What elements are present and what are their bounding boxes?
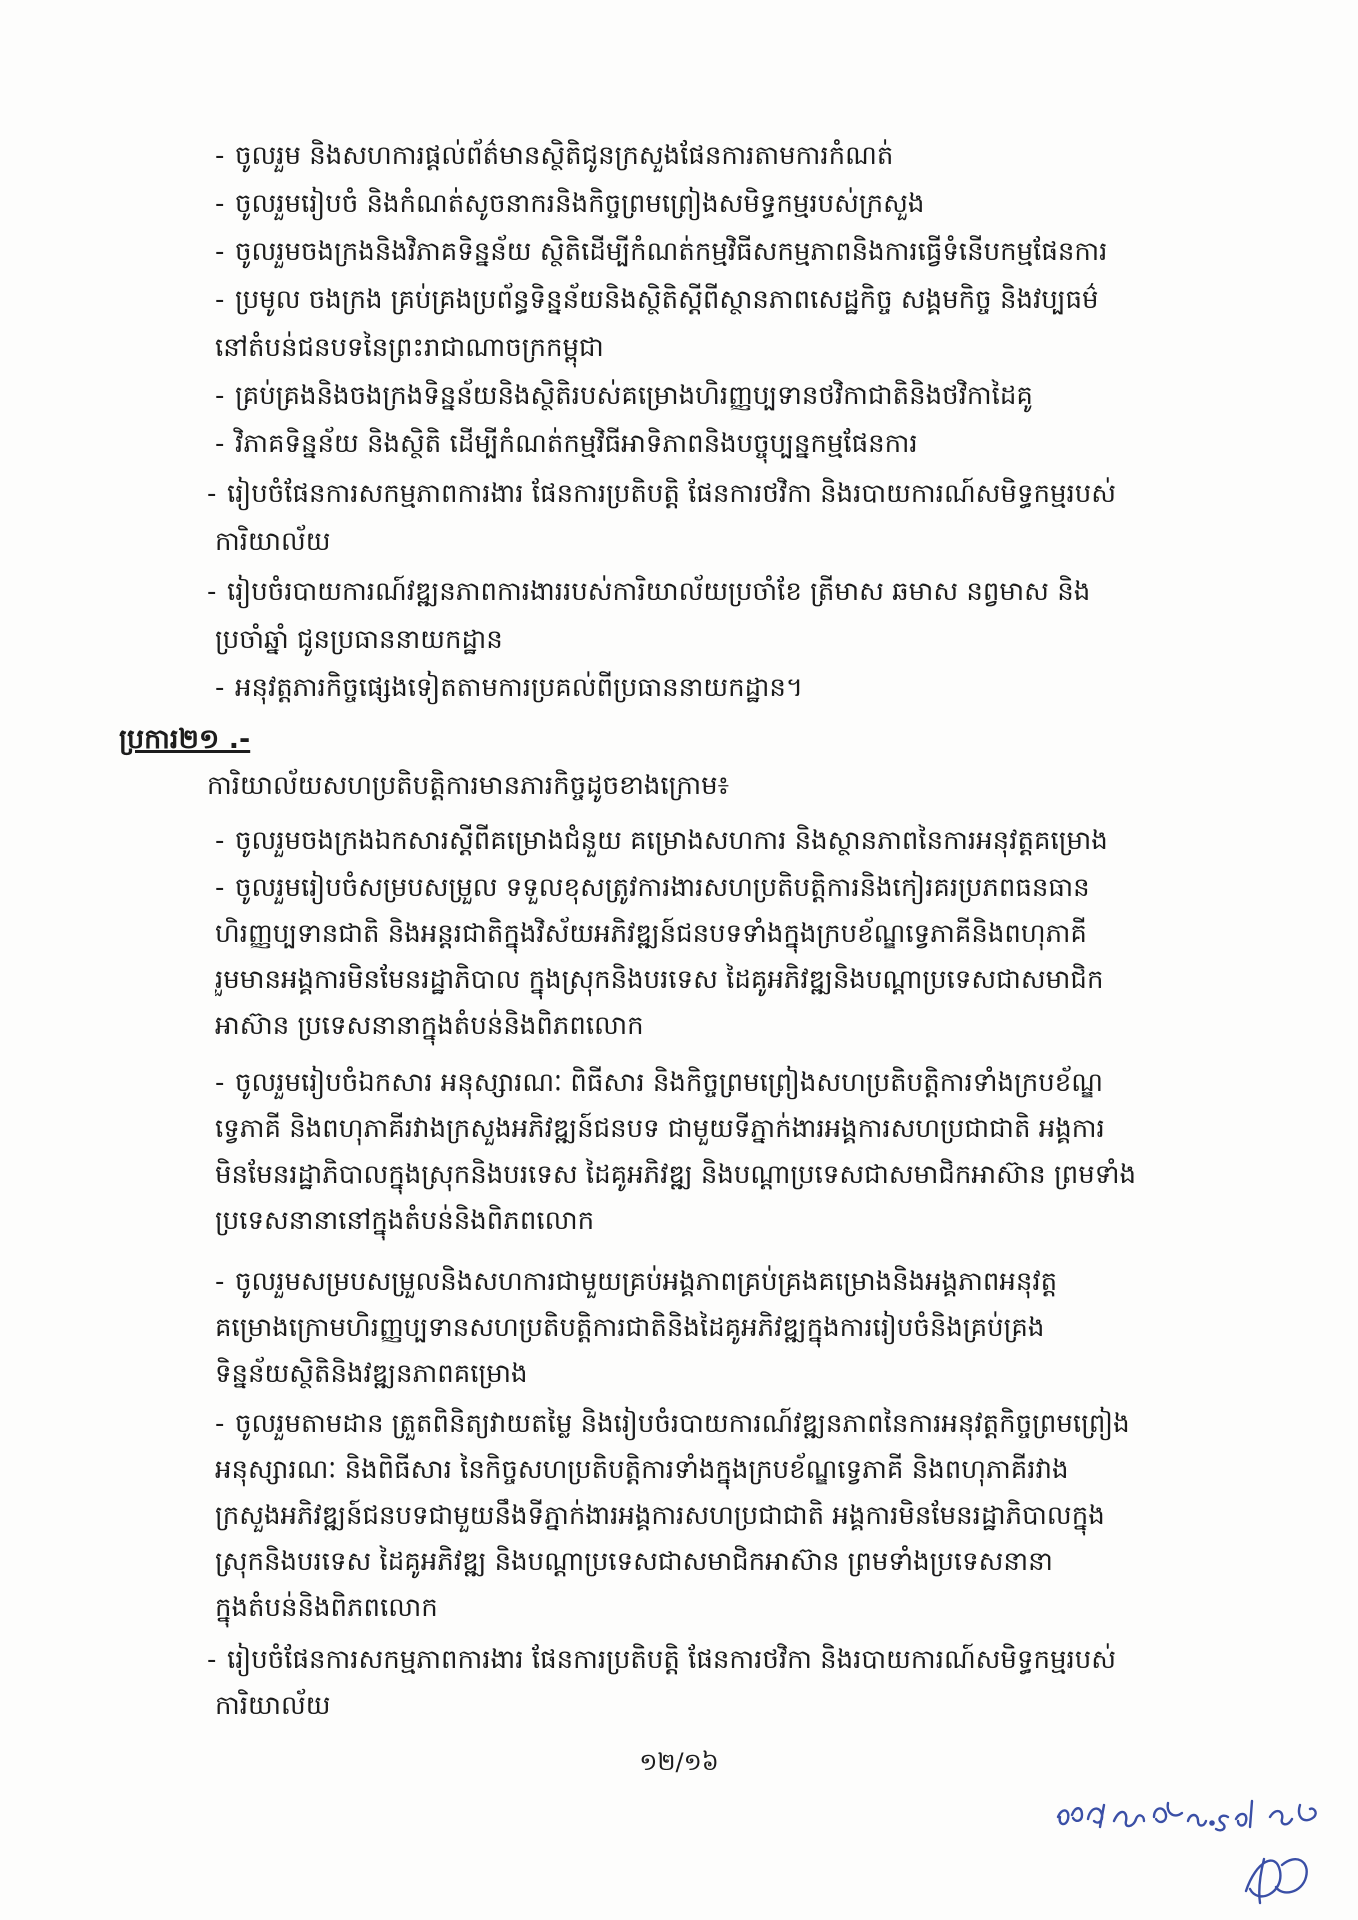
list-continuation-line: ស្រុកនិងបរទេស ដៃគូអភិវឌ្ឍ និងបណ្ដាប្រទេសជាសមាជិកអាស៊ាន ព្រមទាំងប្រទេសនានា — [215, 1547, 1053, 1577]
list-item — [207, 470, 1237, 566]
list-bullet: - — [207, 577, 217, 607]
list-bullet: - — [215, 381, 225, 411]
list-item — [215, 276, 1245, 372]
list-text: ប្រមូល ចងក្រង គ្រប់គ្រងប្រព័ន្ធទិន្នន័យនិងស្ថិតិស្ដីពីស្ថានភាពសេដ្ឋកិច្ច សង្គមកិច្ច និងវប្បធម៌ — [235, 285, 1099, 315]
list-line — [207, 1637, 1237, 1683]
list-bullet: - — [215, 429, 225, 459]
list-line — [215, 228, 1245, 276]
list-bullet: - — [207, 479, 217, 509]
list-line — [215, 1401, 1245, 1447]
list-continuation-line: ក្នុងតំបន់និងពិភពលោក — [215, 1593, 438, 1623]
list-bullet: - — [215, 237, 225, 267]
list-text: គ្រប់គ្រងនិងចងក្រងទិន្នន័យនិងស្ថិតិរបស់គម្រោងហិរញ្ញប្បទានថវិកាជាតិនិងថវិកាដៃគូ — [235, 381, 1033, 411]
list-continuation-line: មិនមែនរដ្ឋាភិបាលក្នុងស្រុកនិងបរទេស ដៃគូអភិវឌ្ឍ និងបណ្ដាប្រទេសជាសមាជិកអាស៊ាន ព្រមទាំង — [215, 1160, 1136, 1190]
list-text: អនុវត្តភារកិច្ចផ្សេងទៀតតាមការប្រគល់ពីប្រធាននាយកដ្ឋាន។ — [235, 673, 803, 703]
list-line — [215, 1060, 1245, 1106]
list-item — [215, 420, 1245, 468]
list-continuation-line: ទិន្នន័យស្ថិតិនិងវឌ្ឍនភាពគម្រោង — [215, 1359, 528, 1389]
list-text: ចូលរួមរៀបចំ និងកំណត់សូចនាករនិងកិច្ចព្រមព្រៀងសមិទ្ធកម្មរបស់ក្រសួង — [235, 189, 925, 219]
list-item — [207, 1637, 1237, 1729]
initials-stroke — [1154, 1803, 1182, 1822]
list-line — [207, 568, 1237, 616]
list-line — [207, 470, 1237, 518]
list-line — [215, 865, 1245, 911]
list-item — [215, 372, 1245, 420]
list-item — [215, 818, 1245, 864]
list-continuation-line: ការិយាល័យ — [215, 527, 331, 557]
list-line — [215, 132, 1245, 180]
list-text: ចូលរួមចងក្រងនិងវិភាគទិន្នន័យ ស្ថិតិដើម្បីកំណត់កម្មវិធីសកម្មភាពនិងការធ្វើទំនើបកម្មផែនការ — [235, 237, 1108, 267]
list-text: រៀបចំរបាយការណ៍វឌ្ឍនភាពការងាររបស់ការិយាល័យប្រចាំខែ ត្រីមាស ឆមាស នព្វមាស និង — [227, 577, 1091, 607]
list-item — [207, 568, 1237, 664]
initials-stroke — [1088, 1805, 1104, 1827]
list-text: ចូលរួម និងសហការផ្ដល់ព័ត៌មានស្ថិតិជូនក្រសួងផែនការតាមការកំណត់ — [235, 141, 894, 171]
initials-stroke — [1114, 1812, 1144, 1826]
list-item — [215, 132, 1245, 180]
page-number: ១២/១៦ — [639, 1748, 719, 1776]
list-continuation-line: ប្រទេសនានានៅក្នុងតំបន់និងពិភពលោក — [215, 1206, 595, 1236]
list-line — [215, 1259, 1245, 1305]
list-continuation-line: រួមមានអង្គការមិនមែនរដ្ឋាភិបាល ក្នុងស្រុកនិងបរទេស ដៃគូអភិវឌ្ឍនិងបណ្ដាប្រទេសជាសមាជិក — [215, 965, 1104, 995]
list-bullet: - — [215, 1267, 225, 1297]
list-text: រៀបចំផែនការសកម្មភាពការងារ ផែនការប្រតិបត្តិ ផែនការថវិកា និងរបាយការណ៍សមិទ្ធកម្មរបស់ — [227, 1645, 1116, 1675]
list-line — [215, 818, 1245, 864]
list-item — [215, 1060, 1245, 1244]
list-line — [215, 276, 1245, 324]
list-bullet: - — [215, 873, 225, 903]
list-bullet: - — [215, 1068, 225, 1098]
initials-stroke — [1270, 1805, 1316, 1824]
list-item — [215, 865, 1245, 1049]
list-text: ចូលរួមរៀបចំសម្របសម្រួល ទទួលខុសត្រូវការងារសហប្រតិបត្តិការនិងកៀរគរប្រភពធនធាន — [235, 873, 1090, 903]
list-continuation-line: ប្រចាំឆ្នាំ ជូនប្រធាននាយកដ្ឋាន — [215, 625, 503, 655]
list-bullet: - — [215, 141, 225, 171]
list-line — [215, 420, 1245, 468]
list-bullet: - — [215, 673, 225, 703]
list-line — [215, 180, 1245, 228]
list-bullet: - — [215, 826, 225, 856]
list-item — [215, 228, 1245, 276]
list-item — [215, 180, 1245, 228]
list-continuation-line: អនុស្សារណៈ និងពិធីសារ នៃកិច្ចសហប្រតិបត្តិការទាំងក្នុងក្របខ័ណ្ឌទ្វេភាគី និងពហុភាគីរវាង — [215, 1455, 1069, 1485]
list-item — [215, 664, 1245, 712]
list-text: ចូលរួមរៀបចំឯកសារ អនុស្សារណៈ ពិធីសារ និងកិច្ចព្រមព្រៀងសហប្រតិបត្តិការទាំងក្របខ័ណ្ឌ — [235, 1068, 1103, 1098]
initials-stroke — [1188, 1815, 1206, 1826]
list-continuation-line: ក្រសួងអភិវឌ្ឍន៍ជនបទជាមួយនឹងទីភ្នាក់ងារអង្គការសហប្រជាជាតិ អង្គការមិនមែនរដ្ឋាភិបាលក្នុង — [215, 1501, 1105, 1531]
list-text: ចូលរួមចងក្រងឯកសារស្ដីពីគម្រោងជំនួយ គម្រោងសហការ និងស្ថានភាពនៃការអនុវត្តគម្រោង — [235, 826, 1108, 856]
list-text: ចូលរួមតាមដាន ត្រួតពិនិត្យវាយតម្លៃ និងរៀបចំរបាយការណ៍វឌ្ឍនភាពនៃការអនុវត្តកិច្ចព្រមព្រៀង — [235, 1409, 1130, 1439]
list-text: វិភាគទិន្នន័យ និងស្ថិតិ ដើម្បីកំណត់កម្មវិធីអាទិភាពនិងបច្ចុប្បន្នកម្មផែនការ — [235, 429, 918, 459]
list-bullet: - — [215, 285, 225, 315]
list-continuation-line: ការិយាល័យ — [215, 1691, 331, 1721]
list-continuation-line: ទ្វេភាគី និងពហុភាគីរវាងក្រសួងអភិវឌ្ឍន៍ជនបទ ជាមួយទីភ្នាក់ងារអង្គការសហប្រជាជាតិ អង្គការ — [215, 1114, 1105, 1144]
list-text: រៀបចំផែនការសកម្មភាពការងារ ផែនការប្រតិបត្តិ ផែនការថវិកា និងរបាយការណ៍សមិទ្ធកម្មរបស់ — [227, 479, 1116, 509]
list-bullet: - — [215, 1409, 225, 1439]
handwritten-initials — [1050, 1795, 1330, 1910]
list-bullet: - — [207, 1645, 217, 1675]
article-heading: ប្រការ២១ .- — [119, 724, 251, 755]
initials-dot — [1210, 1821, 1213, 1824]
list-line — [215, 664, 1245, 712]
initials-stroke — [1058, 1808, 1082, 1824]
list-continuation-line: គម្រោងក្រោមហិរញ្ញប្បទានសហប្រតិបត្តិការជាតិនិងដៃគូអភិវឌ្ឍក្នុងការរៀបចំនិងគ្រប់គ្រង — [215, 1313, 1045, 1343]
initials-stroke — [1246, 1859, 1307, 1903]
list-line — [215, 372, 1245, 420]
list-continuation-line: ហិរញ្ញប្បទានជាតិ និងអន្តរជាតិក្នុងវិស័យអភិវឌ្ឍន៍ជនបទទាំងក្នុងក្របខ័ណ្ឌទ្វេភាគីនិងពហុភាគី — [215, 919, 1087, 949]
list-text: ចូលរួមសម្របសម្រួលនិងសហការជាមួយគ្រប់អង្គភាពគ្រប់គ្រងគម្រោងនិងអង្គភាពអនុវត្ត — [235, 1267, 1058, 1297]
list-item — [215, 1401, 1245, 1631]
list-continuation-line: នៅតំបន់ជនបទនៃព្រះរាជាណាចក្រកម្ពុជា — [215, 333, 604, 363]
initials-stroke — [1216, 1801, 1252, 1830]
list-bullet: - — [215, 189, 225, 219]
article-intro: ការិយាល័យសហប្រតិបត្តិការមានភារកិច្ចដូចខាងក្រោម៖ — [207, 771, 730, 801]
list-item — [215, 1259, 1245, 1397]
list-continuation-line: អាស៊ាន ប្រទេសនានាក្នុងតំបន់និងពិភពលោក — [215, 1011, 644, 1041]
